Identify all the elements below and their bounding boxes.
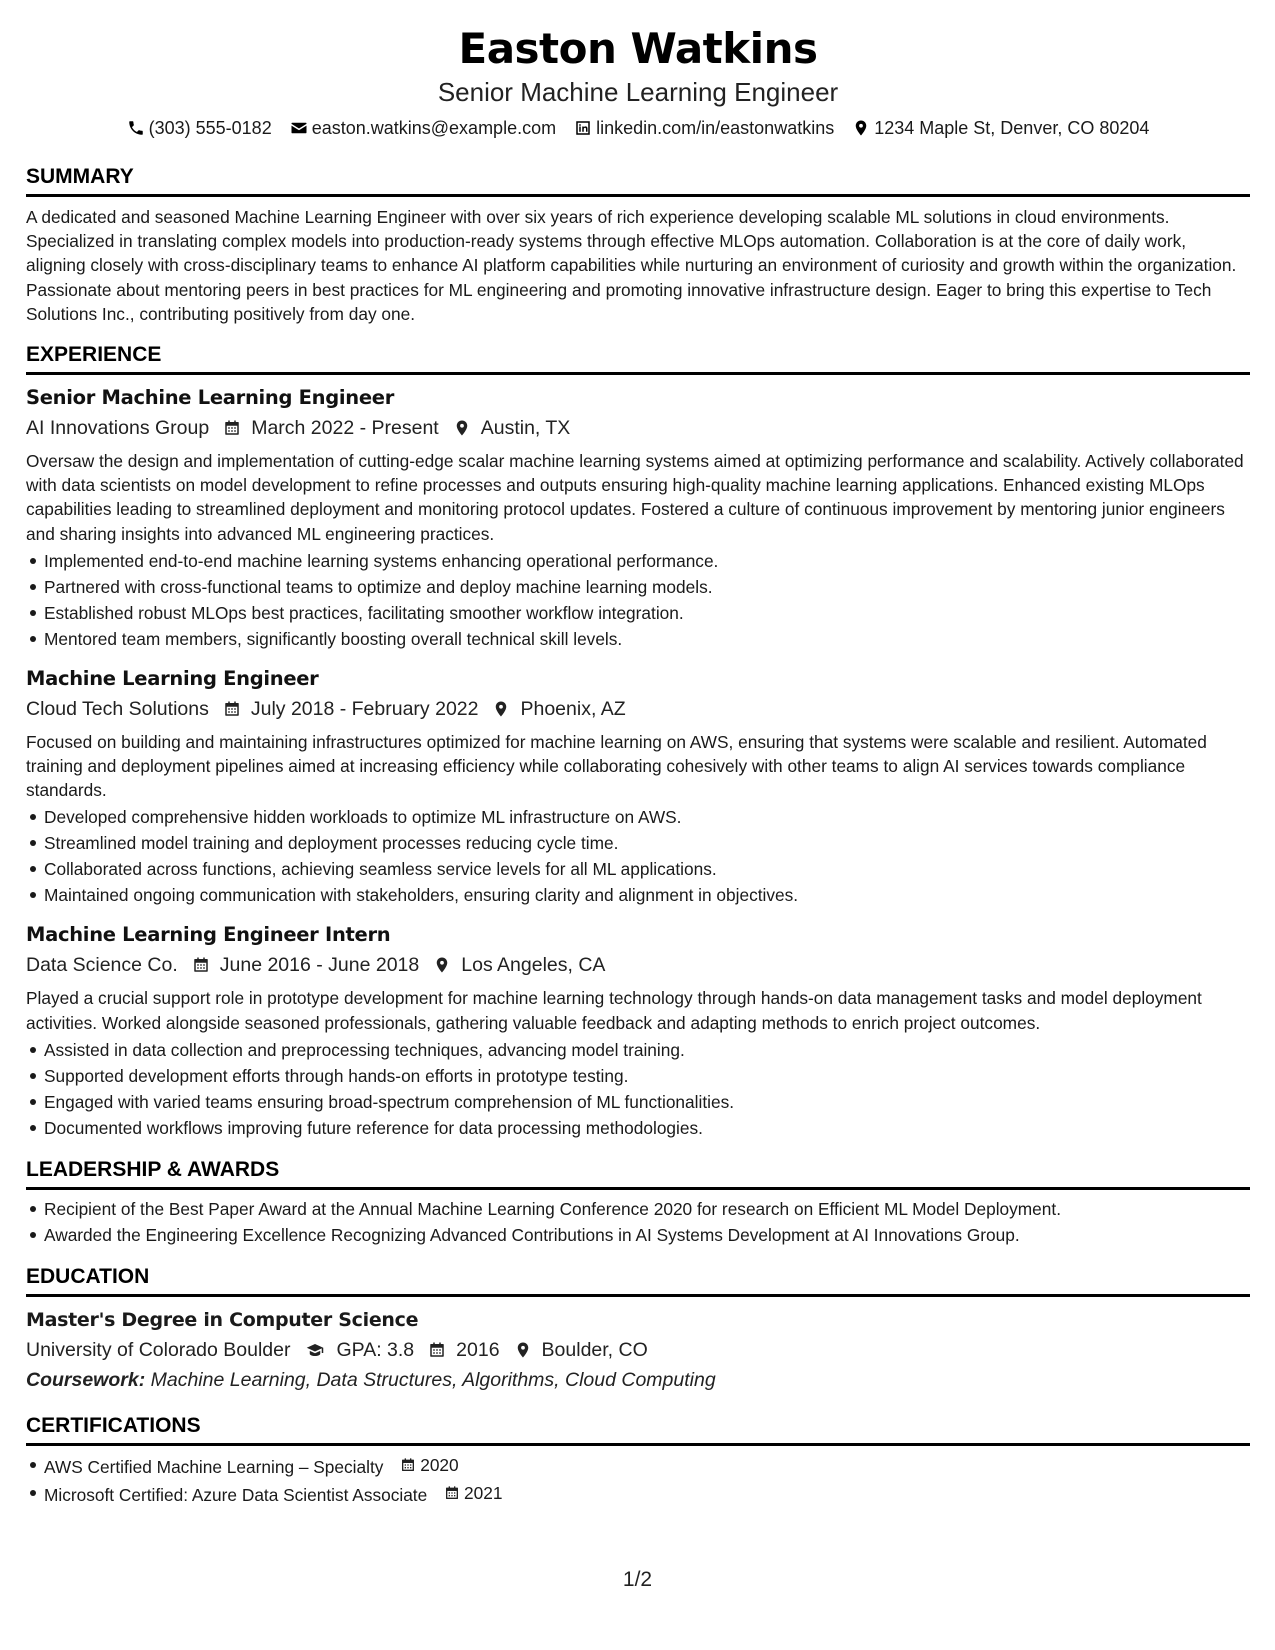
location-icon <box>433 956 451 974</box>
contact-phone[interactable] <box>127 116 272 140</box>
job-bullets <box>26 1037 1250 1141</box>
job-dates <box>192 950 420 980</box>
location-icon <box>453 419 471 437</box>
calendar-icon <box>192 956 210 974</box>
summary-text: A dedicated and seasoned Machine Learning Engineer with over six years of rich experience developing scalable ML solutions in cloud environments. Specialized in translating complex models into production-ready systems through effective MLOps automation. Collaboration is at the core of daily work, aligning closely with cross-disciplinary teams to enhance AI platform capabilities while nurturing an environment of curiosity and growth within the organization. Passionate about mentoring peers in best practices for ML engineering and promoting innovative infrastructure design. Eager to bring this expertise to Tech Solutions Inc., contributing positively from day one. <box>26 207 1237 324</box>
certifications-section <box>26 1413 1250 1508</box>
job-title: Machine Learning Engineer Intern <box>26 923 391 947</box>
cert-name: AWS Certified Machine Learning – Specialty <box>44 1456 384 1477</box>
list-item: Engaged with varied teams ensuring broad-spectrum comprehension of ML functionalities. <box>26 1089 1250 1115</box>
company-name: AI Innovations Group <box>26 417 210 440</box>
job-title: Senior Machine Learning Engineer <box>26 386 395 410</box>
contact-linkedin[interactable] <box>574 116 834 140</box>
job-bullets <box>26 548 1250 652</box>
list-item: Implemented end-to-end machine learning systems enhancing operational performance. <box>26 548 1250 574</box>
list-item: Partnered with cross-functional teams to optimize and deploy machine learning models. <box>26 574 1250 600</box>
location-text: Phoenix, AZ <box>520 697 626 720</box>
resume-page <box>26 0 1250 1508</box>
job-company <box>26 950 178 980</box>
list-item: Mentored team members, significantly boosting overall technical skill levels. <box>26 626 1250 652</box>
location-icon <box>514 1341 532 1359</box>
job-entry <box>26 664 1250 909</box>
education-section <box>26 1264 1250 1395</box>
linkedin-icon <box>574 119 592 137</box>
list-item: Streamlined model training and deployment processes reducing cycle time. <box>26 830 1250 856</box>
gpa <box>304 1335 414 1365</box>
contact-address <box>852 116 1149 140</box>
list-item: Documented workflows improving future reference for data processing methodologies. <box>26 1115 1250 1141</box>
year-text: 2016 <box>456 1338 500 1361</box>
section-heading: CERTIFICATIONS <box>26 1413 1250 1446</box>
location-text: Los Angeles, CA <box>461 954 606 977</box>
school-text: University of Colorado Boulder <box>26 1338 291 1361</box>
cert-year <box>444 1480 502 1506</box>
dates-text: March 2022 - Present <box>251 417 439 440</box>
list-item: Recipient of the Best Paper Award at the Annual Machine Learning Conference 2020 for research on Efficient ML Model Deployment. <box>26 1196 1250 1222</box>
certifications-list <box>26 1452 1250 1508</box>
coursework-label: Coursework: <box>26 1368 146 1391</box>
dates-text: June 2016 - June 2018 <box>219 954 420 977</box>
list-item: Supported development efforts through hands-on efforts in prototype testing. <box>26 1063 1250 1089</box>
address-text: 1234 Maple St, Denver, CO 80204 <box>874 118 1150 138</box>
company-name: Data Science Co. <box>26 954 178 977</box>
coursework-text: Machine Learning, Data Structures, Algorithms, Cloud Computing <box>150 1368 716 1391</box>
linkedin-text: linkedin.com/in/eastonwatkins <box>596 118 835 138</box>
job-meta <box>26 413 1250 443</box>
job-location <box>492 694 625 724</box>
location-text: Austin, TX <box>480 417 571 440</box>
job-meta <box>26 694 1250 724</box>
degree-title: Master's Degree in Computer Science <box>26 1308 419 1331</box>
list-item: Maintained ongoing communication with stakeholders, ensuring clarity and alignment in objectives. <box>26 882 1250 908</box>
year-text: 2020 <box>420 1454 459 1475</box>
section-heading: LEADERSHIP & AWARDS <box>26 1157 1250 1190</box>
education-year <box>428 1335 499 1365</box>
section-heading: EDUCATION <box>26 1264 1250 1297</box>
list-item: Collaborated across functions, achieving seamless service levels for all ML applications. <box>26 856 1250 882</box>
job-entry <box>26 920 1250 1140</box>
gpa-text: GPA: 3.8 <box>336 1338 415 1361</box>
education-meta <box>26 1335 1250 1365</box>
calendar-icon <box>223 419 241 437</box>
school-name <box>26 1335 290 1365</box>
job-description: Focused on building and maintaining infrastructures optimized for machine learning on AWS, ensuring that systems were scalable and resilient. Automated training and deployment pipelines aimed at increasing efficiency while collaborating cohesively with other teams to align AI services towards compliance standards. <box>26 731 1207 801</box>
job-entry <box>26 383 1250 652</box>
page-number: 1/2 <box>622 1568 653 1591</box>
list-item <box>26 1480 1250 1508</box>
email-text: easton.watkins@example.com <box>311 118 557 138</box>
calendar-icon <box>400 1457 416 1473</box>
list-item: Assisted in data collection and preprocessing techniques, advancing model training. <box>26 1037 1250 1063</box>
job-title: Machine Learning Engineer <box>26 666 319 690</box>
location-icon <box>852 119 870 137</box>
dates-text: July 2018 - February 2022 <box>250 697 479 720</box>
graduation-cap-icon <box>304 1341 326 1359</box>
calendar-icon <box>223 700 241 718</box>
resume-header <box>26 0 1250 140</box>
phone-icon <box>127 119 145 137</box>
job-bullets <box>26 804 1250 908</box>
summary-section <box>26 164 1250 326</box>
company-name: Cloud Tech Solutions <box>26 697 209 720</box>
contact-email[interactable] <box>290 116 556 140</box>
candidate-name: Easton Watkins <box>458 24 818 73</box>
list-item: Awarded the Engineering Excellence Recognizing Advanced Contributions in AI Systems Development at AI Innovations Group. <box>26 1222 1250 1248</box>
phone-text: (303) 555-0182 <box>148 118 272 138</box>
education-location <box>514 1335 648 1365</box>
job-dates <box>223 413 439 443</box>
job-dates <box>223 694 479 724</box>
location-text: Boulder, CO <box>541 1338 648 1361</box>
candidate-title: Senior Machine Learning Engineer <box>437 77 839 107</box>
section-heading: EXPERIENCE <box>26 342 1250 375</box>
job-company <box>26 694 209 724</box>
contact-bar <box>26 116 1250 140</box>
job-meta <box>26 950 1250 980</box>
experience-section <box>26 342 1250 1141</box>
list-item <box>26 1452 1250 1480</box>
job-description: Oversaw the design and implementation of cutting-edge scalar machine learning systems aimed at optimizing performance and scalability. Actively collaborated with data scientists on model development to refine processes and outputs ensuring high-quality machine learning applications. Enhanced existing MLOps capabilities leading to streamlined deployment and monitoring protocol updates. Fostered a culture of continuous improvement by mentoring junior engineers and sharing insights into advanced ML engineering practices. <box>26 451 1244 544</box>
location-icon <box>492 700 510 718</box>
coursework <box>26 1365 1250 1395</box>
job-location <box>453 413 571 443</box>
section-heading: SUMMARY <box>26 164 1250 197</box>
list-item: Developed comprehensive hidden workloads to optimize ML infrastructure on AWS. <box>26 804 1250 830</box>
list-item: Established robust MLOps best practices, facilitating smoother workflow integration. <box>26 600 1250 626</box>
job-company <box>26 413 209 443</box>
job-location <box>433 950 605 980</box>
calendar-icon <box>444 1485 460 1501</box>
year-text: 2021 <box>464 1482 503 1503</box>
email-icon <box>290 119 308 137</box>
leadership-list <box>26 1196 1250 1248</box>
cert-year <box>400 1452 458 1478</box>
calendar-icon <box>428 1341 446 1359</box>
leadership-section <box>26 1157 1250 1248</box>
cert-name: Microsoft Certified: Azure Data Scientist Associate <box>44 1484 428 1505</box>
job-description: Played a crucial support role in prototype development for machine learning technology through hands-on data management tasks and model deployment activities. Worked alongside seasoned professionals, gathering valuable feedback and adapting methods to enrich project outcomes. <box>26 988 1202 1033</box>
